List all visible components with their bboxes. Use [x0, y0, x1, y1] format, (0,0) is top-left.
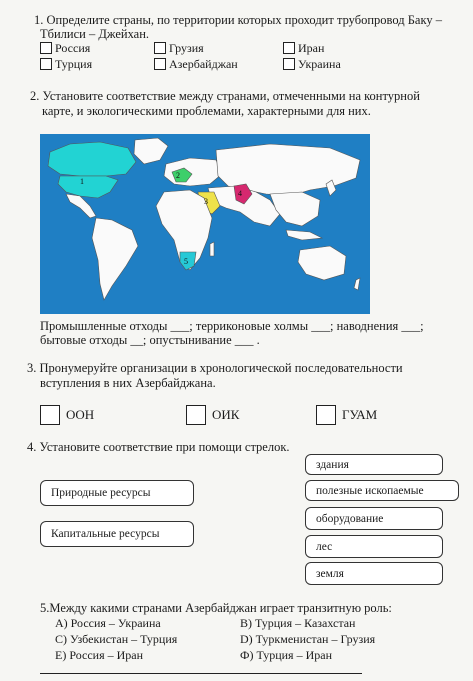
q1-option-turkey[interactable] [40, 57, 92, 71]
box-label: полезные ископаемые [316, 484, 424, 497]
org-guam[interactable] [316, 405, 377, 425]
q1-title: 1. Определите страны, по территории которых проходит трубопровод Баку – [34, 13, 442, 27]
number-box[interactable] [186, 405, 206, 425]
box-label: земля [316, 567, 344, 580]
checkbox[interactable] [283, 42, 295, 54]
option-label: Иран [298, 41, 325, 55]
org-label: ООН [66, 407, 95, 422]
option-label: Азербайджан [169, 57, 238, 71]
answer-line [40, 673, 362, 674]
q5-title: 5.Между какими странами Азербайджан играет транзитную роль: [40, 601, 392, 615]
checkbox[interactable] [154, 58, 166, 70]
right-box-land[interactable] [305, 562, 443, 585]
q1-option-iran[interactable] [283, 41, 324, 55]
q4-title: 4. Установите соответствие при помощи стрелок. [27, 440, 290, 454]
q1-option-georgia[interactable] [154, 41, 204, 55]
q3-title: 3. Пронумеруйте организации в хронологической последовательности [27, 361, 403, 375]
map-label-3: 3 [204, 197, 208, 206]
right-box-buildings[interactable] [305, 454, 443, 475]
q3-title-cont: вступления в них Азербайджана. [40, 376, 216, 390]
right-box-forest[interactable] [305, 535, 443, 558]
right-box-equipment[interactable] [305, 507, 443, 530]
option-label: Украина [298, 57, 341, 71]
q1-option-russia[interactable] [40, 41, 90, 55]
org-oic[interactable] [186, 405, 239, 425]
q5-option-d[interactable]: D) Туркменистан – Грузия [240, 632, 376, 646]
box-label: Капитальные ресурсы [51, 528, 160, 540]
q2-answers-line2: бытовые отходы __; опустынивание ___ . [40, 333, 260, 347]
q5-option-a[interactable]: А) Россия – Украина [55, 616, 161, 630]
q1-option-ukraine[interactable] [283, 57, 341, 71]
right-box-minerals[interactable] [305, 480, 459, 501]
box-label: здания [316, 458, 349, 471]
map-label-2: 2 [176, 171, 180, 180]
box-label: оборудование [316, 512, 384, 525]
q1-title-cont: Тбилиси – Джейхан. [40, 27, 150, 41]
org-un[interactable] [40, 405, 94, 425]
left-box-capital[interactable] [40, 521, 194, 547]
option-label: Турция [55, 57, 93, 71]
world-map-svg [40, 134, 370, 314]
map-label-1: 1 [80, 177, 84, 186]
q5-option-c[interactable]: C) Узбекистан – Турция [55, 632, 178, 646]
map-label-4: 4 [238, 189, 242, 198]
madagascar [210, 242, 214, 256]
option-label: Россия [55, 41, 91, 55]
checkbox[interactable] [40, 42, 52, 54]
box-label: лес [316, 540, 333, 553]
number-box[interactable] [316, 405, 336, 425]
q2-answers-line1: Промышленные отходы ___; терриконовые холмы ___; наводнения ___; [40, 319, 424, 333]
checkbox[interactable] [154, 42, 166, 54]
option-label: Грузия [169, 41, 204, 55]
checkbox[interactable] [40, 58, 52, 70]
org-label: ОИК [212, 407, 240, 422]
number-box[interactable] [40, 405, 60, 425]
q5-option-b[interactable]: B) Турция – Казахстан [240, 616, 356, 630]
q2-title: 2. Установите соответствие между странами, отмеченными на контурной [30, 89, 420, 103]
q1-option-azerbaijan[interactable] [154, 57, 238, 71]
q2-title-cont: карте, и экологическими проблемами, характерными для них. [42, 104, 371, 118]
q5-option-f[interactable]: Ф) Турция – Иран [240, 648, 332, 662]
checkbox[interactable] [283, 58, 295, 70]
org-label: ГУАМ [342, 407, 378, 422]
map-label-5: 5 [184, 257, 188, 266]
world-map [40, 134, 370, 314]
box-label: Природные ресурсы [51, 487, 151, 499]
left-box-natural[interactable] [40, 480, 194, 506]
q5-option-e[interactable]: E) Россия – Иран [55, 648, 144, 662]
